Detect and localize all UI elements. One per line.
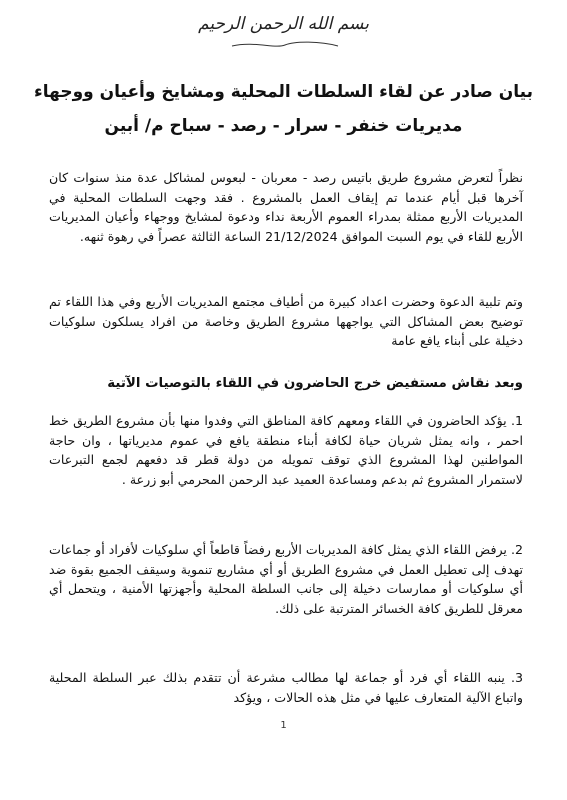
recommendations-heading: وبعد نقاش مستفيض خرج الحاضرون في اللقاء بالتوصيات الآتية bbox=[107, 376, 523, 391]
document-title-line-1: بيان صادر عن لقاء السلطات المحلية ومشايخ وأعيان ووجهاء bbox=[34, 82, 533, 102]
basmala-calligraphy: بسم الله الرحمن الرحيم bbox=[198, 14, 369, 34]
attendance-paragraph: وتم تلبية الدعوة وحضرت اعداد كبيرة من أطياف مجتمع المديريات الأربع وفي هذا اللقاء تم توضيح بعض المشاكل التي يواجهها مشروع الطريق وخاصة من افراد يسلكون سلوكيات دخيلة على أبناء يافع عامة bbox=[49, 294, 523, 348]
intro-paragraph: نظراً لتعرض مشروع طريق باتيس رصد - معربان - لبعوس لمشاكل عدة منذ سنوات كان آخرها قبل أيام عندما تم إيقاف العمل بالمشروع . فقد وجهت السلطات المحلية في المديريات الأربع ممثلة بمدراء العموم الأربعة نداء ودعوة لمشايخ ووجهاء وأعيان المديريات الأربع للقاء في يوم السبت الموافق 21/12/2024 الساعة الثالثة عصراً في رهوة ثنهه. bbox=[49, 170, 523, 244]
recommendation-item-1: 1. يؤكد الحاضرون في اللقاء ومعهم كافة المناطق التي وفدوا منها بأن مشروع الطريق خط احمر ، وانه يمثل شريان حياة لكافة أبناء منطقة يافع في عموم مديرياتها ، وان حاجة المواطنين لهذا المشروع الذي توقف تمويله من دولة قطر قد دفعهم لجمع التبرعات لاستمرار المشروع ثم بدعم ومساعدة العميد عبد الرحمن المحرمي أبو زرعة . bbox=[49, 413, 523, 487]
document-title-line-2: مديريات خنفر - سرار - رصد - سباح م/ أبين bbox=[104, 116, 463, 136]
recommendation-item-3: 3. ينبه اللقاء أي فرد أو جماعة لها مطالب مشرعة أن تتقدم بذلك عبر السلطة المحلية واتباع الآلية المتعارف عليها في مثل هذه الحالات ، ويؤكد bbox=[49, 670, 523, 705]
recommendation-item-2: 2. يرفض اللقاء الذي يمثل كافة المديريات الأربع رفضاً قاطعاً أي سلوكيات لأفراد أو جماعات تهدف إلى تعطيل العمل في مشروع الطريق أو أي مشاريع تنموية وسيقف الجميع بقوة ضد أي سلوكيات أو ممارسات دخيلة إلى جانب السلطة المحلية وأجهزتها الأمنية ، ويتحمل أي معرقل للطريق كافة الخسائر المترتبة على ذلك. bbox=[49, 542, 523, 616]
calligraphy-flourish-icon bbox=[230, 40, 340, 50]
page-number: 1 bbox=[280, 720, 287, 731]
